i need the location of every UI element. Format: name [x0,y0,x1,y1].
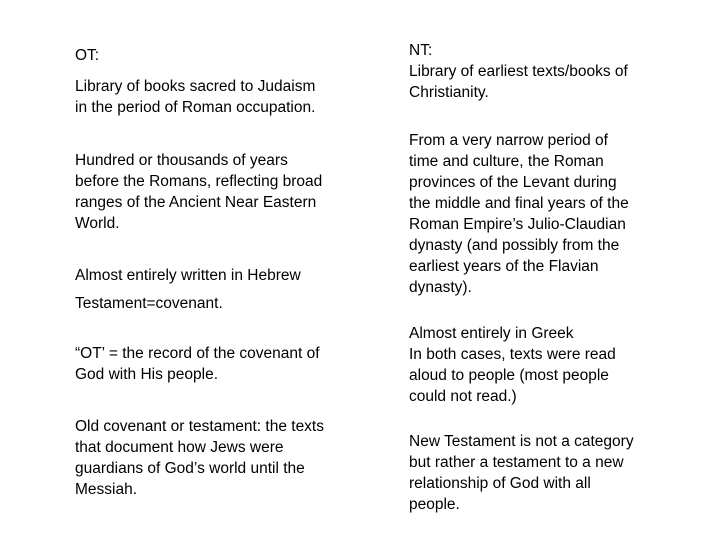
ot-definition: Library of books sacred to Judaism in the period of Roman occupation. [75,78,316,116]
ot-timespan: Hundred or thousands of years before the Romans, reflecting broad ranges of the Ancient Near Eastern World. [75,152,323,232]
ot-old-covenant: Old covenant or testament: the texts that document how Jews were guardians of God’s world until the Messiah. [75,418,324,498]
nt-language: Almost entirely in Greek In both cases, texts were read aloud to people (most people could not read.) [409,325,616,405]
nt-period: From a very narrow period of time and culture, the Roman provinces of the Levant during the middle and final years of the Roman Empire’s Julio-Claudian dynasty (and possibly from the earliest years of the Flavian dynasty). [409,132,629,296]
nt-heading-definition: NT: Library of earliest texts/books of Christianity. [409,42,628,101]
ot-heading: OT: [75,47,100,64]
ot-covenant-record: “OT’ = the record of the covenant of God with His people. [75,345,320,383]
ot-testament-def: Testament=covenant. [75,295,223,312]
ot-language: Almost entirely written in Hebrew [75,267,301,284]
nt-category: New Testament is not a category but rather a testament to a new relationship of God with all people. [409,433,634,513]
